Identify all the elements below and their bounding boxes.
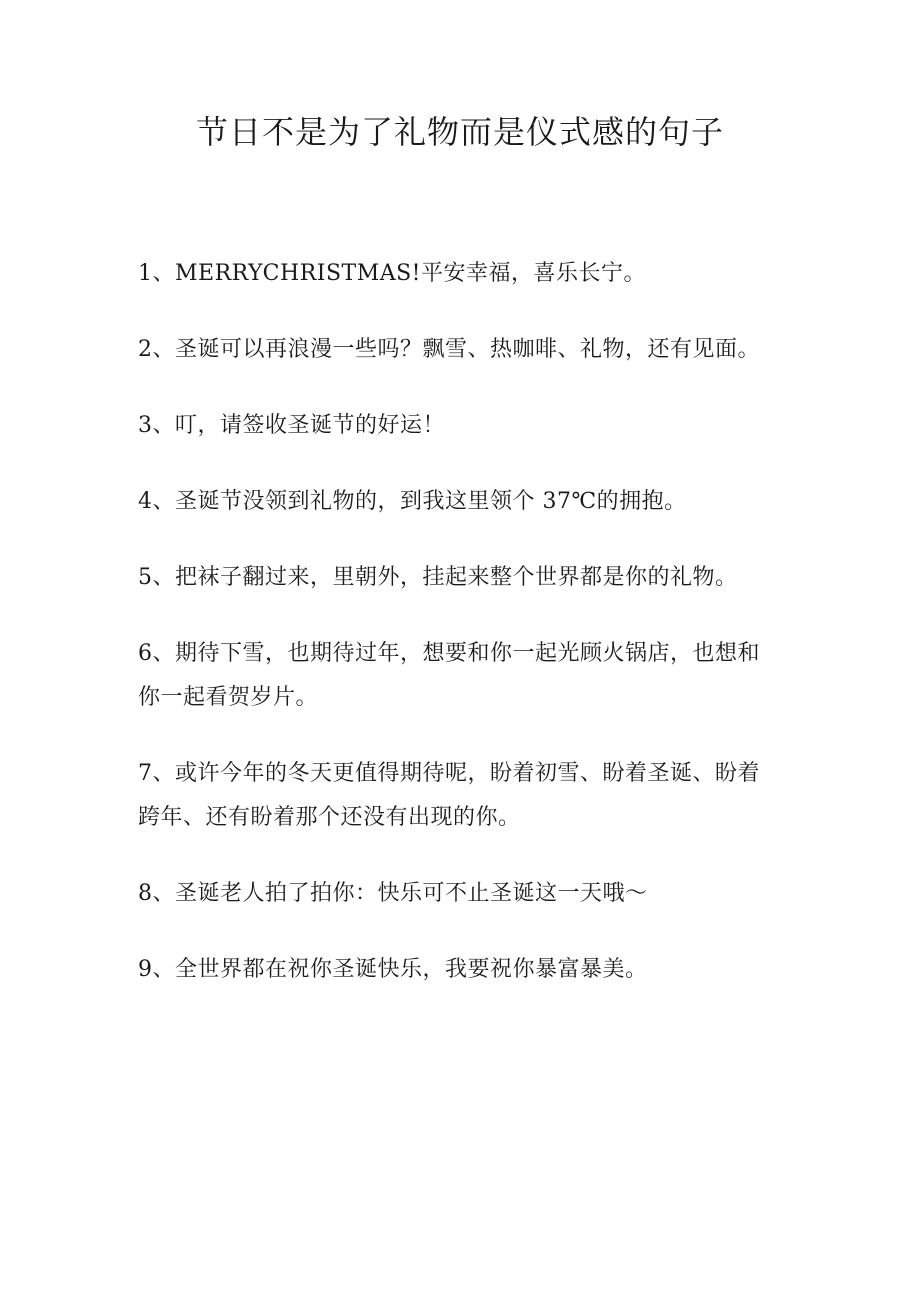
- sentence-list: [138, 252, 778, 1024]
- list-item: 5、把袜子翻过来，里朝外，挂起来整个世界都是你的礼物。: [138, 565, 738, 590]
- list-item: 3、叮，请签收圣诞节的好运！: [138, 413, 445, 438]
- list-item: 2、圣诞可以再浪漫一些吗？飘雪、热咖啡、礼物，还有见面。: [138, 337, 760, 362]
- list-item: 1、MERRYCHRISTMAS!平安幸福，喜乐长宁。: [138, 261, 647, 286]
- list-item: 7、或许今年的冬天更值得期待呢，盼着初雪、盼着圣诞、盼着跨年、还有盼着那个还没有出现的你。: [138, 761, 760, 830]
- document-title: 节日不是为了礼物而是仪式感的句子: [195, 113, 724, 151]
- list-item: 8、圣诞老人拍了拍你：快乐可不止圣诞这一天哦～: [138, 881, 648, 906]
- list-item: 4、圣诞节没领到礼物的，到我这里领个 37℃的拥抱。: [138, 489, 687, 514]
- list-item: 9、全世界都在祝你圣诞快乐，我要祝你暴富暴美。: [138, 957, 648, 982]
- list-item: 6、期待下雪，也期待过年，想要和你一起光顾火锅店，也想和你一起看贺岁片。: [138, 641, 760, 710]
